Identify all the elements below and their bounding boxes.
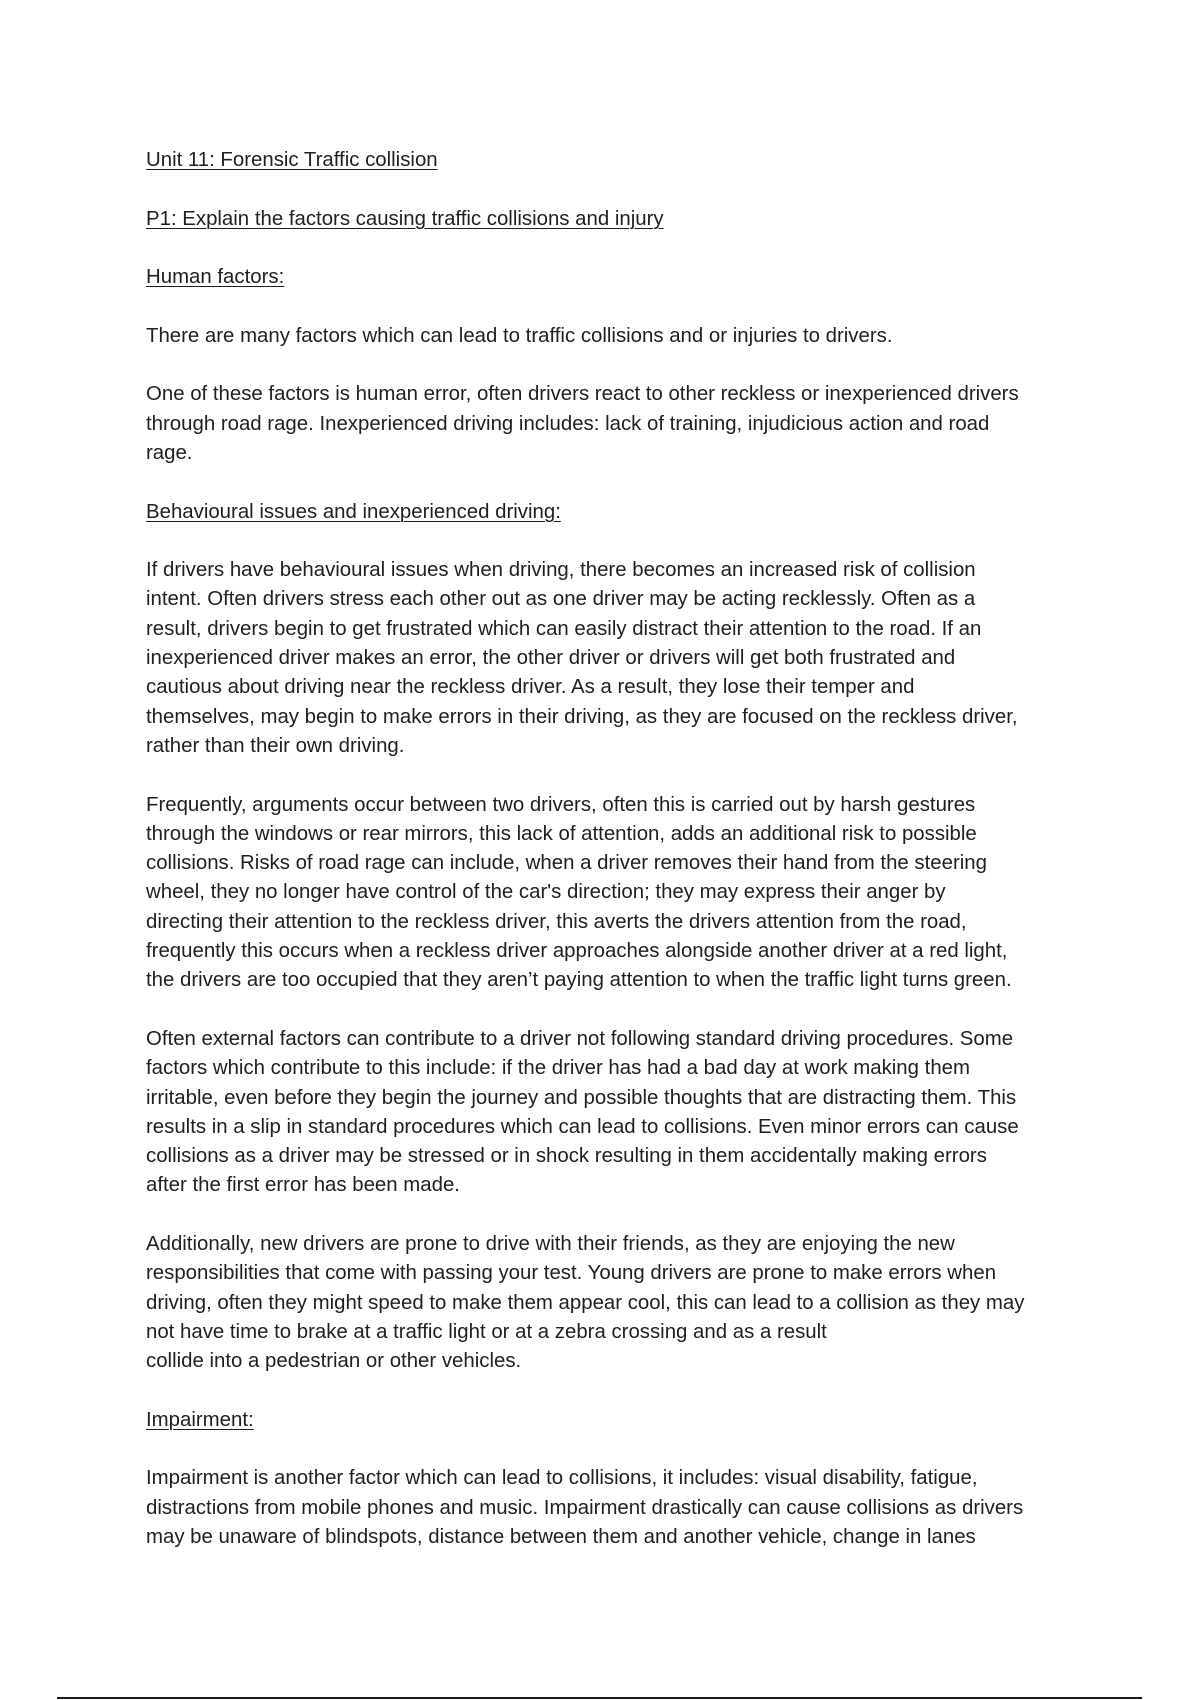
paragraph (146, 1025, 1106, 1201)
text-line: through the windows or rear mirrors, this lack of attention, adds an additional risk to possible (146, 822, 977, 845)
text-line: wheel, they no longer have control of the car's direction; they may express their anger by (146, 881, 946, 904)
section-heading-behavioural-issues: Behavioural issues and inexperienced driving: (146, 500, 561, 523)
text-line: results in a slip in standard procedures which can lead to collisions. Even minor errors can cause (146, 1115, 1019, 1138)
text-line: One of these factors is human error, often drivers react to other reckless or inexperienced drivers (146, 383, 1019, 406)
text-line: collisions as a driver may be stressed or in shock resulting in them accidentally making errors (146, 1145, 987, 1168)
text-line: after the first error has been made. (146, 1174, 460, 1197)
paragraph (146, 1464, 1106, 1552)
text-line: If drivers have behavioural issues when driving, there becomes an increased risk of collision (146, 559, 976, 582)
text-line: result, drivers begin to get frustrated which can easily distract their attention to the road. If an (146, 617, 982, 640)
text-line: inexperienced driver makes an error, the other driver or drivers will get both frustrated and (146, 647, 956, 670)
text-line: Impairment is another factor which can lead to collisions, it includes: visual disability, fatigue, (146, 1467, 978, 1490)
text-line: not have time to brake at a traffic light or at a zebra crossing and as a result (146, 1320, 827, 1343)
text-line: intent. Often drivers stress each other out as one driver may be acting recklessly. Often as a (146, 588, 976, 611)
text-line: collide into a pedestrian or other vehicles. (146, 1350, 522, 1373)
page-bottom-divider (57, 1697, 1142, 1699)
paragraph (146, 556, 1106, 761)
text-line: frequently this occurs when a reckless driver approaches alongside another driver at a red light, (146, 940, 1008, 963)
document-body (146, 146, 1106, 1582)
text-line: irritable, even before they begin the journey and possible thoughts that are distracting them. This (146, 1086, 1017, 1109)
text-line: Often external factors can contribute to a driver not following standard driving procedures. Some (146, 1027, 1014, 1050)
text-line: factors which contribute to this include: if the driver has had a bad day at work making them (146, 1057, 970, 1080)
section-heading-human-factors: Human factors: (146, 266, 285, 289)
text-line: directing their attention to the reckless driver, this averts the drivers attention from the road, (146, 910, 967, 933)
text-line: cautious about driving near the reckless driver. As a result, they lose their temper and (146, 676, 915, 699)
section-heading-impairment: Impairment: (146, 1408, 254, 1431)
text-line: collisions. Risks of road rage can include, when a driver removes their hand from the steering (146, 852, 987, 875)
text-line: responsibilities that come with passing your test. Young drivers are prone to make errors when (146, 1262, 997, 1285)
text-line: rage. (146, 441, 193, 464)
paragraph (146, 322, 1106, 351)
task-title: P1: Explain the factors causing traffic collisions and injury (146, 207, 664, 230)
paragraph (146, 380, 1106, 468)
text-line: There are many factors which can lead to traffic collisions and or injuries to drivers. (146, 324, 893, 347)
text-line: themselves, may begin to make errors in their driving, as they are focused on the reckless driver, (146, 705, 1018, 728)
paragraph (146, 1230, 1106, 1376)
paragraph (146, 791, 1106, 996)
text-line: rather than their own driving. (146, 734, 405, 757)
text-line: distractions from mobile phones and music. Impairment drastically can cause collisions as drivers (146, 1496, 1024, 1519)
text-line: may be unaware of blindspots, distance between them and another vehicle, change in lanes (146, 1525, 976, 1548)
text-line: driving, often they might speed to make them appear cool, this can lead to a collision as they may (146, 1291, 1025, 1314)
text-line: the drivers are too occupied that they aren’t paying attention to when the traffic light turns green. (146, 969, 1012, 992)
text-line: through road rage. Inexperienced driving includes: lack of training, injudicious action and road (146, 412, 990, 435)
text-line: Additionally, new drivers are prone to drive with their friends, as they are enjoying the new (146, 1232, 955, 1255)
unit-title: Unit 11: Forensic Traffic collision (146, 149, 438, 171)
text-line: Frequently, arguments occur between two drivers, often this is carried out by harsh gestures (146, 793, 976, 816)
